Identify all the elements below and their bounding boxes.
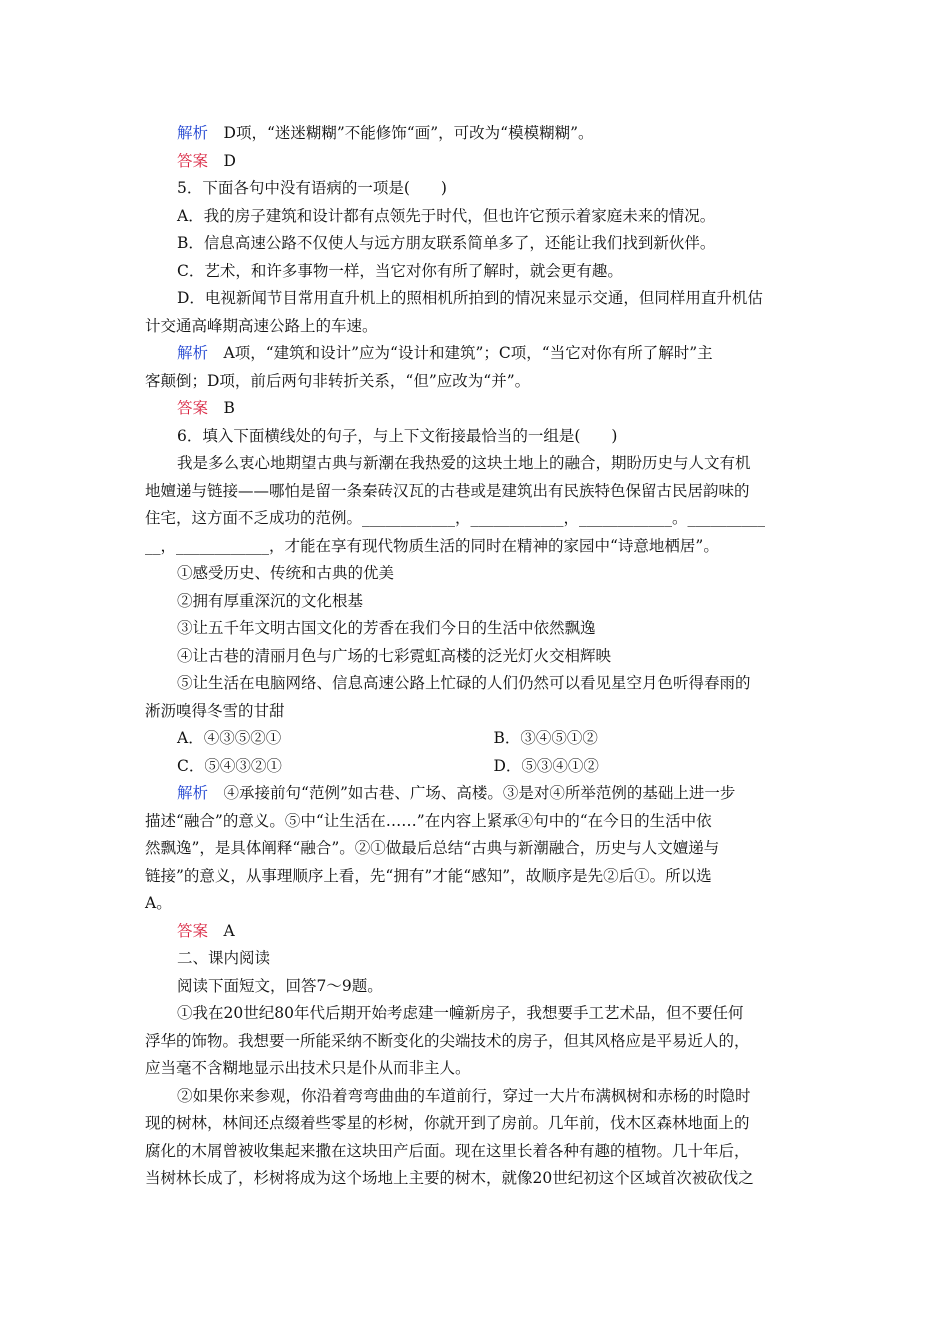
text-line bbox=[145, 643, 810, 671]
analysis-label: 解析 bbox=[177, 344, 209, 362]
text-line bbox=[145, 340, 810, 368]
line-text: ③让五千年文明古国文化的芳香在我们今日的生活中依然飘逸 bbox=[177, 619, 596, 637]
text-line bbox=[145, 1138, 810, 1166]
text-line bbox=[145, 890, 810, 918]
text-line bbox=[145, 230, 810, 258]
line-text: ②如果你来参观，你沿着弯弯曲曲的车道前行，穿过一大片布满枫树和赤杨的时隐时 bbox=[177, 1086, 751, 1105]
line-text: D bbox=[208, 151, 236, 170]
line-text: 计交通高峰期高速公路上的车速。 bbox=[145, 316, 378, 335]
line-text: A。 bbox=[145, 894, 172, 912]
line-text: A bbox=[208, 921, 235, 940]
line-text: ④承接前句“范例”如古巷、广场、高楼。③是对④所举范例的基础上进一步 bbox=[208, 784, 736, 802]
analysis-label: 解析 bbox=[177, 124, 209, 142]
line-text: 我是多么衷心地期望古典与新潮在我热爱的这块土地上的融合，期盼历史与人文有机 bbox=[177, 454, 751, 472]
text-line bbox=[145, 918, 810, 946]
text-line bbox=[145, 1055, 810, 1083]
text-line bbox=[145, 395, 810, 423]
line-text: 6．填入下面横线处的句子，与上下文衔接最恰当的一组是( ) bbox=[177, 426, 618, 445]
text-line bbox=[145, 560, 810, 588]
line-text: C．艺术，和许多事物一样，当它对你有所了解时，就会更有趣。 bbox=[177, 261, 623, 280]
line-text: 应当毫不含糊地显示出技术只是仆从而非主人。 bbox=[145, 1059, 471, 1077]
text-line bbox=[145, 423, 810, 451]
line-text: ①感受历史、传统和古典的优美 bbox=[177, 564, 395, 582]
line-text: 描述“融合”的意义。⑤中“让生活在……”在内容上紧承④句中的“在今日的生活中依 bbox=[145, 811, 712, 830]
options-row bbox=[145, 753, 810, 781]
option-right: B．③④⑤①② bbox=[493, 729, 598, 747]
line-text: 二、课内阅读 bbox=[177, 949, 271, 967]
text-line bbox=[145, 835, 810, 863]
answer-label: 答案 bbox=[177, 921, 209, 940]
line-text: D项，“迷迷糊糊”不能修饰“画”，可改为“模模糊糊”。 bbox=[208, 124, 594, 142]
text-line bbox=[145, 780, 810, 808]
options-row bbox=[145, 725, 810, 753]
line-text: 5．下面各句中没有语病的一项是( ) bbox=[177, 179, 447, 197]
text-line bbox=[145, 175, 810, 203]
line-text: 链接”的意义，从事理顺序上看，先“拥有”才能“感知”，故顺序是先②后①。所以选 bbox=[145, 866, 712, 885]
answer-label: 答案 bbox=[177, 151, 209, 170]
option-left: C．⑤④③②① bbox=[177, 756, 282, 775]
text-line bbox=[145, 368, 810, 396]
line-text: 客颠倒；D项，前后两句非转折关系，“但”应改为“并”。 bbox=[145, 371, 531, 390]
text-line bbox=[145, 698, 810, 726]
line-text: 腐化的木屑曾被收集起来撒在这块田产后面。现在这里长着各种有趣的植物。几十年后， bbox=[145, 1141, 750, 1160]
line-text: __，____________，才能在享有现代物质生活的同时在精神的家园中“诗意地栖居”。 bbox=[145, 536, 719, 555]
text-line bbox=[145, 1028, 810, 1056]
analysis-label: 解析 bbox=[177, 784, 209, 802]
text-line bbox=[145, 1165, 810, 1193]
line-text: B bbox=[208, 399, 235, 417]
line-text: D．电视新闻节目常用直升机上的照相机所拍到的情况来显示交通，但同样用直升机估 bbox=[177, 289, 763, 307]
line-text: B．信息高速公路不仅使人与远方朋友联系简单多了，还能让我们找到新伙伴。 bbox=[177, 234, 716, 252]
line-text: A项，“建筑和设计”应为“设计和建筑”；C项，“当它对你有所了解时”主 bbox=[208, 344, 713, 362]
option-left: A．④③⑤②① bbox=[177, 729, 282, 747]
text-line bbox=[145, 808, 810, 836]
text-line bbox=[145, 1000, 810, 1028]
answer-label: 答案 bbox=[177, 399, 209, 417]
line-text: A．我的房子建筑和设计都有点领先于时代，但也许它预示着家庭未来的情况。 bbox=[177, 206, 716, 225]
text-line bbox=[145, 670, 810, 698]
line-text: ①我在20世纪80年代后期开始考虑建一幢新房子，我想要手工艺术品，但不要任何 bbox=[177, 1004, 744, 1022]
line-text: ⑤让生活在电脑网络、信息高速公路上忙碌的人们仍然可以看见星空月色听得春雨的 bbox=[177, 674, 751, 692]
line-text: 住宅，这方面不乏成功的范例。____________，____________，____________。__________ bbox=[145, 509, 766, 527]
text-line bbox=[145, 1110, 810, 1138]
line-text: 然飘逸”，是具体阐释“融合”。②①做最后总结“古典与新潮融合，历史与人文嬗递与 bbox=[145, 839, 720, 857]
option-right: D．⑤③④①② bbox=[493, 756, 599, 775]
text-line bbox=[145, 863, 810, 891]
line-text: 现的树林，林间还点缀着些零星的杉树，你就开到了房前。几年前，伐木区森林地面上的 bbox=[145, 1114, 750, 1132]
text-line bbox=[145, 973, 810, 1001]
text-line bbox=[145, 1083, 810, 1111]
line-text: ④让古巷的清丽月色与广场的七彩霓虹高楼的泛光灯火交相辉映 bbox=[177, 646, 612, 665]
text-line bbox=[145, 945, 810, 973]
document-page bbox=[145, 120, 810, 1193]
text-line bbox=[145, 450, 810, 478]
text-line bbox=[145, 120, 810, 148]
line-text: ②拥有厚重深沉的文化根基 bbox=[177, 591, 364, 610]
text-line bbox=[145, 505, 810, 533]
text-line bbox=[145, 313, 810, 341]
line-text: 地嬗递与链接——哪怕是留一条秦砖汉瓦的古巷或是建筑出有民族特色保留古民居韵味的 bbox=[145, 481, 750, 500]
text-line bbox=[145, 203, 810, 231]
text-line bbox=[145, 615, 810, 643]
line-text: 当树林长成了，杉树将成为这个场地上主要的树木，就像20世纪初这个区域首次被砍伐之 bbox=[145, 1169, 754, 1187]
line-text: 淅沥嗅得冬雪的甘甜 bbox=[145, 701, 285, 720]
text-line bbox=[145, 258, 810, 286]
text-line bbox=[145, 478, 810, 506]
line-text: 阅读下面短文，回答7～9题。 bbox=[177, 976, 383, 995]
text-line bbox=[145, 533, 810, 561]
text-line bbox=[145, 148, 810, 176]
text-line bbox=[145, 588, 810, 616]
line-text: 浮华的饰物。我想要一所能采纳不断变化的尖端技术的房子，但其风格应是平易近人的， bbox=[145, 1031, 750, 1050]
text-line bbox=[145, 285, 810, 313]
